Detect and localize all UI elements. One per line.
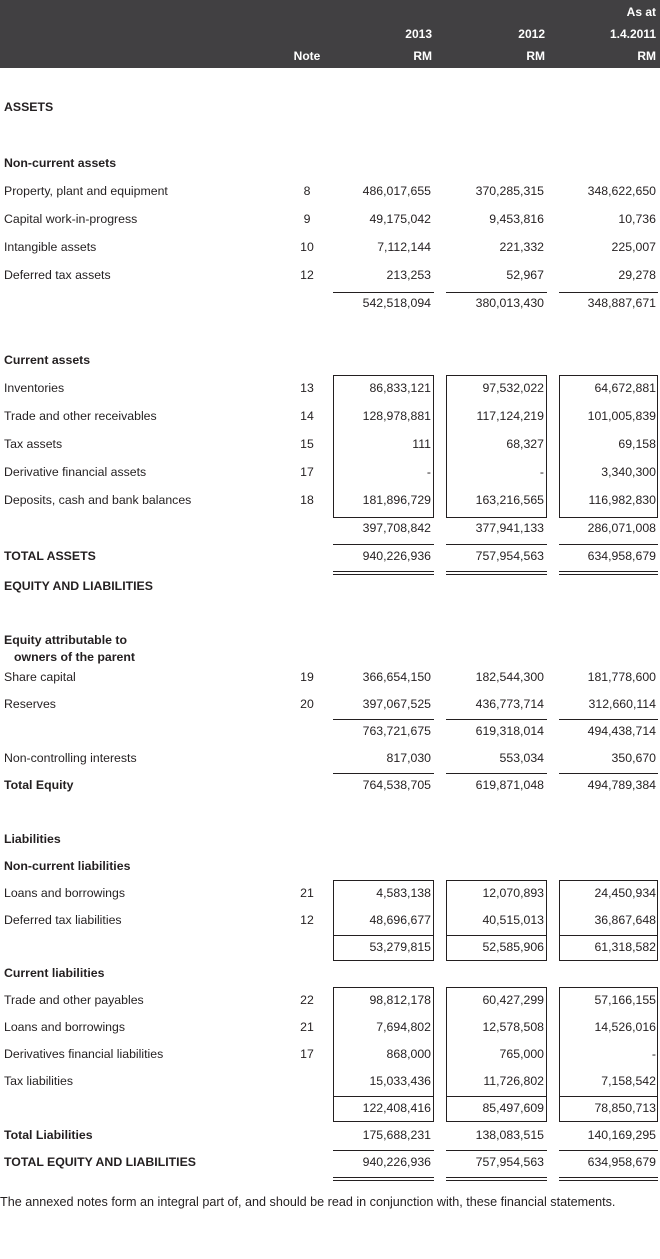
value-2013: 542,518,094 — [362, 296, 431, 310]
value-2013: 48,696,677 — [369, 913, 431, 927]
value-2012: 163,216,565 — [475, 493, 544, 507]
value-2012: 12,070,893 — [482, 886, 544, 900]
value-2012: 52,967 — [506, 268, 544, 282]
value-2013: 98,812,178 — [369, 993, 431, 1007]
subtotal-rule — [559, 773, 658, 774]
value-2013: 86,833,121 — [369, 381, 431, 395]
subtotal-rule — [333, 773, 434, 774]
row-label: Intangible assets — [4, 240, 97, 254]
row-note: 12 — [300, 268, 314, 282]
row-note: 13 — [300, 381, 314, 395]
value-2011: 350,670 — [611, 751, 656, 765]
row-label: Capital work-in-progress — [4, 212, 138, 226]
value-2011: 225,007 — [611, 240, 656, 254]
row-note: 14 — [300, 409, 314, 423]
row-label: Reserves — [4, 697, 56, 711]
subtotal-rule — [446, 292, 547, 293]
value-2012: 97,532,022 — [482, 381, 544, 395]
row-reserves — [0, 697, 660, 715]
row-label: Deferred tax liabilities — [4, 913, 122, 927]
value-2013: 213,253 — [386, 268, 431, 282]
row-label: Deferred tax assets — [4, 268, 111, 282]
total-double-rule — [559, 1177, 658, 1178]
row-note: 10 — [300, 240, 314, 254]
value-2013: 53,279,815 — [369, 940, 431, 954]
value-2012: 553,034 — [499, 751, 544, 765]
subtotal-rule — [446, 935, 547, 936]
value-2013: 49,175,042 — [369, 212, 431, 226]
row-note: 17 — [300, 1047, 314, 1061]
subtotal-rule — [333, 935, 434, 936]
row-note: 19 — [300, 670, 314, 684]
value-2012: 380,013,430 — [475, 296, 544, 310]
value-2012: 85,497,609 — [482, 1101, 544, 1115]
value-2011: 7,158,542 — [601, 1074, 656, 1088]
row-note: 18 — [300, 493, 314, 507]
subtotal-rule — [446, 1096, 547, 1097]
value-2012: 40,515,013 — [482, 913, 544, 927]
row-total-liabilities — [0, 1128, 660, 1146]
row-property-plant-equipment — [0, 184, 660, 202]
col3-header-line1: As at — [626, 5, 656, 19]
section-liabilities: Liabilities — [4, 832, 61, 846]
value-2013: 397,708,842 — [362, 521, 431, 535]
value-2013: 181,896,729 — [362, 493, 431, 507]
value-2011: 64,672,881 — [594, 381, 656, 395]
row-intangible-assets — [0, 240, 660, 258]
value-2013: 940,226,936 — [362, 1155, 431, 1169]
row-share-capital — [0, 670, 660, 688]
section-equity-and-liabilities: EQUITY AND LIABILITIES — [4, 579, 153, 593]
subtotal-rule — [446, 544, 547, 545]
value-2013: 764,538,705 — [362, 778, 431, 792]
subtotal-rule — [333, 1150, 434, 1151]
row-total-equity — [0, 778, 660, 796]
value-2013: 940,226,936 — [362, 549, 431, 563]
row-label: Trade and other receivables — [4, 409, 157, 423]
value-2011: 116,982,830 — [588, 493, 656, 507]
value-2012: 757,954,563 — [475, 1155, 544, 1169]
row-label: TOTAL ASSETS — [4, 549, 96, 563]
value-2011: 24,450,934 — [594, 886, 656, 900]
total-double-rule — [559, 571, 658, 572]
value-2013: 4,583,138 — [376, 886, 431, 900]
value-2013: 7,112,144 — [377, 240, 431, 254]
note-header: Note — [293, 49, 321, 63]
total-double-rule — [333, 571, 434, 572]
value-2012: 765,000 — [499, 1047, 544, 1061]
value-2013: - — [426, 465, 431, 479]
row-parent-equity-subtotal — [0, 724, 660, 742]
col2-header-year: 2012 — [518, 27, 545, 41]
value-2013: 7,694,802 — [376, 1020, 431, 1034]
column-header-bar — [0, 0, 660, 68]
value-2011: 140,169,295 — [587, 1128, 656, 1142]
row-total-equity-and-liabilities — [0, 1155, 660, 1173]
row-label: Total Equity — [4, 778, 74, 792]
value-2013: 397,067,525 — [362, 697, 431, 711]
value-2011: 57,166,155 — [594, 993, 656, 1007]
value-2012: 221,332 — [499, 240, 544, 254]
row-deferred-tax-assets — [0, 268, 660, 286]
col1-header-unit: RM — [413, 49, 432, 63]
row-label: Loans and borrowings — [4, 1020, 125, 1034]
row-capital-wip — [0, 212, 660, 230]
section-equity-attributable-2: owners of the parent — [14, 650, 135, 664]
total-double-rule — [333, 1177, 434, 1178]
footnote: The annexed notes form an integral part of, and should be read in conjunction with, these financial statements. — [0, 1195, 616, 1209]
ncl-box-2011 — [559, 880, 658, 961]
value-2011: - — [651, 1047, 656, 1061]
value-2012: 757,954,563 — [475, 549, 544, 563]
section-current-liabilities: Current liabilities — [4, 966, 105, 980]
col3-header-date: 1.4.2011 — [609, 27, 656, 41]
value-2012: 117,124,219 — [476, 409, 544, 423]
subtotal-rule — [559, 292, 658, 293]
value-2011: 14,526,016 — [594, 1020, 656, 1034]
subtotal-rule — [446, 1150, 547, 1151]
current-assets-box-2013 — [333, 375, 434, 518]
value-2012: 377,941,133 — [475, 521, 544, 535]
value-2011: 634,958,679 — [587, 549, 656, 563]
value-2011: 494,789,384 — [587, 778, 656, 792]
value-2011: 634,958,679 — [587, 1155, 656, 1169]
row-current-assets-subtotal — [0, 521, 660, 539]
row-label: Trade and other payables — [4, 993, 144, 1007]
subtotal-rule — [333, 1096, 434, 1097]
row-non-current-assets-subtotal — [0, 296, 660, 314]
value-2012: 68,327 — [506, 437, 544, 451]
row-label: Share capital — [4, 670, 76, 684]
value-2011: 286,071,008 — [587, 521, 656, 535]
section-non-current-assets: Non-current assets — [4, 156, 117, 170]
subtotal-rule — [559, 1150, 658, 1151]
row-label: Derivative financial assets — [4, 465, 147, 479]
value-2011: 312,660,114 — [588, 697, 656, 711]
value-2013: 122,408,416 — [362, 1101, 431, 1115]
value-2012: 9,453,816 — [489, 212, 544, 226]
total-double-rule — [333, 574, 434, 575]
row-total-assets — [0, 549, 660, 567]
value-2013: 868,000 — [386, 1047, 431, 1061]
row-non-controlling-interests — [0, 751, 660, 769]
subtotal-rule — [559, 1096, 658, 1097]
subtotal-rule — [333, 719, 434, 720]
row-label: Tax liabilities — [4, 1074, 74, 1088]
value-2013: 111 — [412, 437, 431, 451]
value-2012: 619,871,048 — [475, 778, 544, 792]
section-assets: ASSETS — [4, 100, 54, 114]
value-2011: 494,438,714 — [587, 724, 656, 738]
value-2013: 366,654,150 — [362, 670, 431, 684]
value-2011: 348,887,671 — [587, 296, 656, 310]
value-2011: 29,278 — [618, 268, 656, 282]
row-note: 15 — [300, 437, 314, 451]
subtotal-rule — [446, 719, 547, 720]
subtotal-rule — [559, 544, 658, 545]
value-2012: 11,726,802 — [483, 1074, 544, 1088]
value-2013: 128,978,881 — [362, 409, 431, 423]
value-2011: 78,850,713 — [594, 1101, 656, 1115]
ncl-box-2012 — [446, 880, 547, 961]
value-2012: 370,285,315 — [475, 184, 544, 198]
row-label: Tax assets — [4, 437, 63, 451]
row-note: 21 — [300, 1020, 314, 1034]
row-note: 21 — [300, 886, 314, 900]
total-double-rule — [559, 1180, 658, 1181]
row-label: Non-controlling interests — [4, 751, 137, 765]
value-2012: 60,427,299 — [482, 993, 544, 1007]
subtotal-rule — [559, 935, 658, 936]
section-non-current-liabilities: Non-current liabilities — [4, 859, 131, 873]
subtotal-rule — [446, 773, 547, 774]
value-2012: - — [539, 465, 544, 479]
value-2012: 12,578,508 — [482, 1020, 544, 1034]
col3-header-unit: RM — [637, 49, 656, 63]
subtotal-rule — [333, 292, 434, 293]
current-assets-box-2011 — [559, 375, 658, 518]
value-2011: 348,622,650 — [587, 184, 656, 198]
section-equity-attributable: Equity attributable to — [4, 633, 127, 647]
value-2011: 36,867,648 — [594, 913, 656, 927]
cl-box-2013 — [333, 987, 434, 1122]
row-note: 20 — [300, 697, 314, 711]
row-label: Loans and borrowings — [4, 886, 125, 900]
value-2012: 182,544,300 — [475, 670, 544, 684]
value-2011: 69,158 — [618, 437, 656, 451]
row-label: Inventories — [4, 381, 65, 395]
total-double-rule — [446, 1177, 547, 1178]
value-2011: 10,736 — [618, 212, 656, 226]
row-label: Property, plant and equipment — [4, 184, 168, 198]
value-2012: 138,083,515 — [475, 1128, 544, 1142]
section-current-assets: Current assets — [4, 353, 91, 367]
row-note: 8 — [303, 184, 311, 198]
value-2011: 181,778,600 — [587, 670, 656, 684]
col1-header-year: 2013 — [405, 27, 432, 41]
subtotal-rule — [333, 544, 434, 545]
value-2013: 763,721,675 — [362, 724, 431, 738]
value-2012: 619,318,014 — [475, 724, 544, 738]
row-label: Derivatives financial liabilities — [4, 1047, 164, 1061]
value-2012: 436,773,714 — [475, 697, 544, 711]
value-2012: 52,585,906 — [482, 940, 544, 954]
total-double-rule — [446, 1180, 547, 1181]
current-assets-box-2012 — [446, 375, 547, 518]
value-2013: 817,030 — [386, 751, 431, 765]
row-note: 12 — [300, 913, 314, 927]
row-note: 22 — [300, 993, 314, 1007]
col2-header-unit: RM — [526, 49, 545, 63]
value-2011: 3,340,300 — [601, 465, 656, 479]
subtotal-rule — [559, 719, 658, 720]
value-2011: 101,005,839 — [587, 409, 656, 423]
total-double-rule — [446, 574, 547, 575]
row-note: 9 — [303, 212, 311, 226]
row-label: TOTAL EQUITY AND LIABILITIES — [4, 1155, 196, 1169]
value-2013: 175,688,231 — [362, 1128, 431, 1142]
total-double-rule — [559, 574, 658, 575]
value-2013: 15,033,436 — [369, 1074, 431, 1088]
ncl-box-2013 — [333, 880, 434, 961]
total-double-rule — [446, 571, 547, 572]
row-label: Deposits, cash and bank balances — [4, 493, 192, 507]
cl-box-2012 — [446, 987, 547, 1122]
value-2013: 486,017,655 — [362, 184, 431, 198]
row-label: Total Liabilities — [4, 1128, 93, 1142]
cl-box-2011 — [559, 987, 658, 1122]
total-double-rule — [333, 1180, 434, 1181]
row-note: 17 — [300, 465, 314, 479]
value-2011: 61,318,582 — [594, 940, 656, 954]
